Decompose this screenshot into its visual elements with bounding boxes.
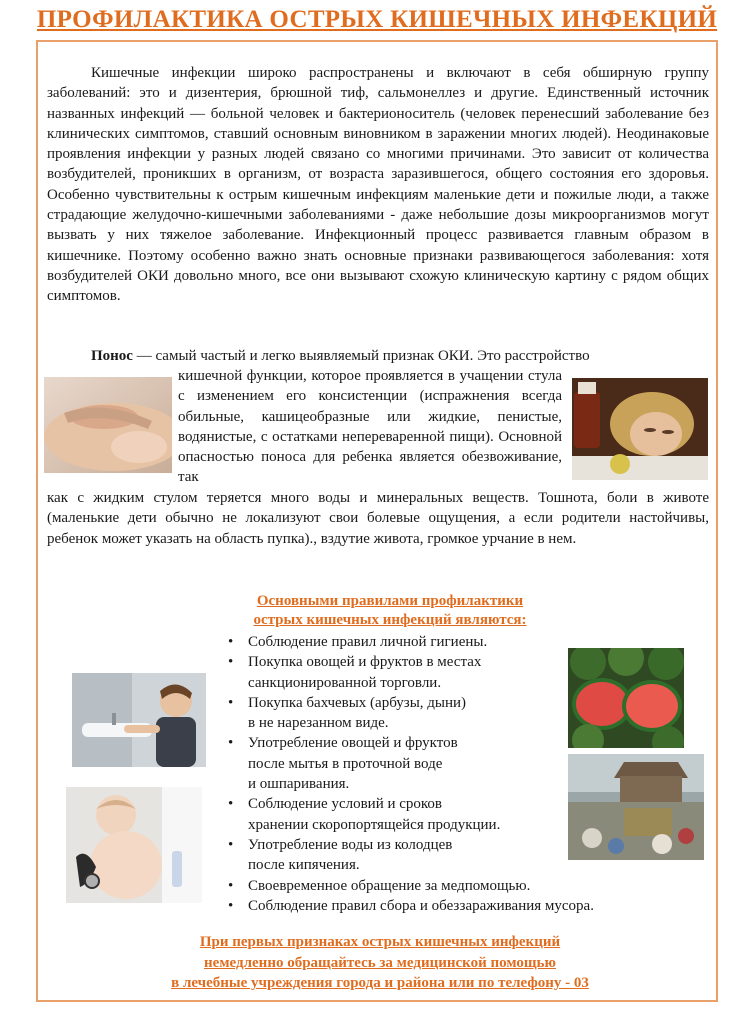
- abdomen-photo: [44, 377, 172, 473]
- watermelon-photo: [568, 648, 684, 748]
- diarrhea-middle: кишечной функции, которое проявляется в учащении стула с изменением его консистенции (испражнения всегда обильные, кашицеобразные или жидкие, пенистые, водянистые, с остатками непереваренной пищи). Основной опасностью поноса для ребенка является обезвоживание, так: [178, 368, 562, 486]
- footer-line1: При первых признаках острых кишечных инфекций: [199, 934, 561, 950]
- rule-text: хранении скоропортящейся продукции.: [248, 816, 501, 833]
- rule-text: Покупка бахчевых (арбузы, дыни): [248, 694, 467, 711]
- rule-text: Покупка овощей и фруктов в местах: [248, 654, 482, 671]
- diarrhea-term: Понос: [91, 348, 133, 364]
- handwashing-photo: [72, 673, 206, 767]
- bullet-icon: •: [228, 694, 234, 711]
- diarrhea-lead-text: — самый частый и легко выявляемый признак ОКИ. Это расстройство: [132, 348, 590, 364]
- footer-line2: немедленно обращайтесь за медицинской помощью: [204, 954, 556, 971]
- list-item: [226, 876, 686, 896]
- rule-text: санкционированной торговли.: [248, 674, 442, 691]
- rule-text: в не нарезанном виде.: [248, 715, 389, 732]
- garbage-dump-photo: [568, 754, 704, 860]
- page-title: ПРОФИЛАКТИКА ОСТРЫХ КИШЕЧНЫХ ИНФЕКЦИЙ: [36, 6, 718, 33]
- bullet-icon: •: [228, 877, 234, 894]
- footer-line3: в лечебные учреждения города и района или по телефону - 03: [171, 975, 589, 991]
- bullet-icon: •: [228, 654, 234, 671]
- bullet-icon: •: [228, 796, 234, 813]
- rule-text: Употребление овощей и фруктов: [248, 735, 458, 752]
- footer-call-to-action: [60, 932, 700, 994]
- rule-text: Своевременное обращение за медпомощью.: [248, 877, 531, 894]
- bullet-icon: •: [228, 735, 234, 752]
- rule-text: после кипячения.: [248, 857, 360, 874]
- rules-heading-line1: Основными правилами профилактики: [256, 593, 524, 609]
- bullet-icon: •: [228, 836, 234, 853]
- bullet-icon: •: [228, 897, 234, 914]
- rules-heading-line2: острых кишечных инфекций являются:: [253, 612, 527, 628]
- diarrhea-lead: [47, 346, 709, 366]
- rules-heading: [200, 592, 580, 630]
- doctor-examining-baby-photo: [66, 787, 202, 903]
- list-item: [226, 896, 686, 916]
- bullet-icon: •: [228, 634, 234, 650]
- intro-paragraph: Кишечные инфекции широко распространены и включают в себя обширную группу заболеваний: это и дизентерия, брюшной тиф, сальмонеллез и другие. Единственный источник названных инфекций — больной человек и бактерионоситель (человек перенесший заболевание без клинических симптомов, ставший основным виновником в заражении многих людей). Неодинаковые проявления инфекции у разных людей связано со многими причинами. Это зависит от количества возбудителей, проникших в организм, от возраста заразившегося, общего состояния его здоровья. Особенно чувствительны к острым кишечным инфекциям маленькие дети и пожилые люди, а также страдающие желудочно-кишечными заболеваниями - даже небольшие дозы микроорганизмов могут вызвать у них тяжелое заболевание. Инфекционный процесс развивается главным образом в кишечнике. Поэтому особенно важно знать основные признаки развивающегося заболевания: хотя возбудителей ОКИ довольно много, все они вызывают схожую клиническую картину с рядом общих симптомов.: [47, 65, 709, 305]
- rule-text: и ошпаривания.: [248, 776, 350, 793]
- rule-text: после мытья в проточной воде: [248, 755, 443, 772]
- sick-child-photo: [572, 378, 708, 480]
- rule-text: Соблюдение правил сбора и обеззараживания мусора.: [248, 897, 594, 914]
- rule-text: Соблюдение правил личной гигиены.: [248, 634, 488, 650]
- diarrhea-tail: как с жидким стулом теряется много воды и минеральных веществ. Тошнота, боли в животе (маленькие дети обычно не локализуют свои болевые ощущения, а если родители настойчивы, ребенок может указать на область пупка)., вздутие живота, громкое урчание в нем.: [47, 490, 709, 547]
- rule-text: Соблюдение условий и сроков: [248, 796, 443, 813]
- rule-text: Употребление воды из колодцев: [248, 836, 453, 853]
